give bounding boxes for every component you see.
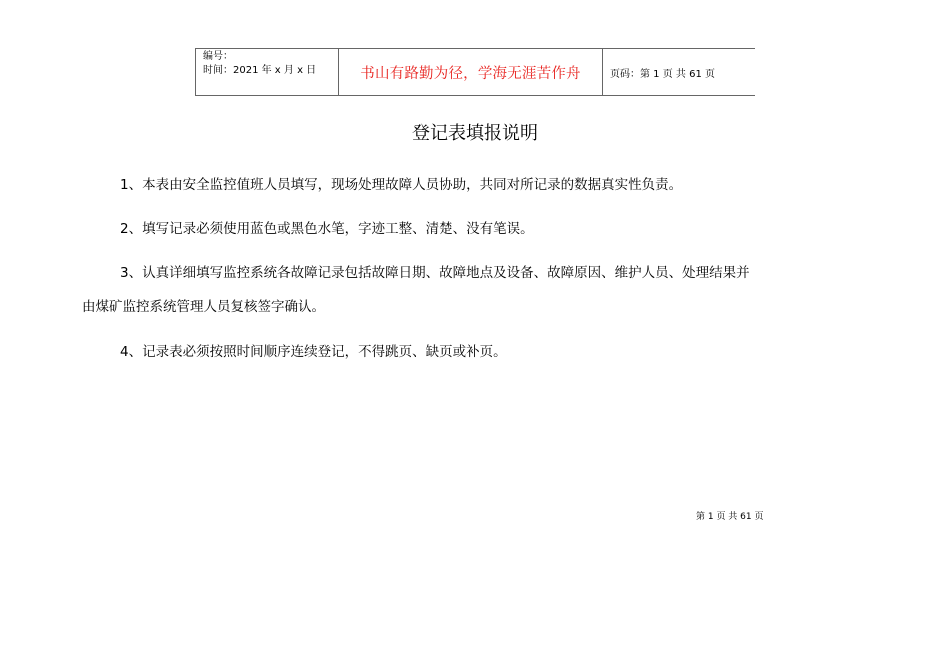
header-meta-cell xyxy=(196,49,339,95)
instruction-paragraph-3-continued: 由煤矿监控系统管理人员复核签字确认。 xyxy=(82,299,325,315)
document-header-table xyxy=(195,48,755,96)
page-code: 页码：第 1 页 共 61 页 xyxy=(610,68,715,80)
page-title: 登记表填报说明 xyxy=(412,123,538,144)
header-page-cell xyxy=(603,49,755,95)
instruction-paragraph-3: 3、认真详细填写监控系统各故障记录包括故障日期、故障地点及设备、故障原因、维护人员、处理结果并 xyxy=(120,265,750,281)
instruction-paragraph-4: 4、记录表必须按照时间顺序连续登记，不得跳页、缺页或补页。 xyxy=(120,344,507,360)
date-label: 时间：2021 年 x 月 x 日 xyxy=(203,65,317,76)
motto-text: 书山有路勤为径，学海无涯苦作舟 xyxy=(360,65,581,82)
number-label: 编号： xyxy=(203,51,233,62)
footer-page-number: 第 1 页 共 61 页 xyxy=(696,512,764,522)
instruction-paragraph-1: 1、本表由安全监控值班人员填写，现场处理故障人员协助，共同对所记录的数据真实性负责。 xyxy=(120,177,683,193)
header-motto-cell xyxy=(339,49,603,95)
instruction-paragraph-2: 2、填写记录必须使用蓝色或黑色水笔，字迹工整、清楚、没有笔误。 xyxy=(120,221,534,237)
